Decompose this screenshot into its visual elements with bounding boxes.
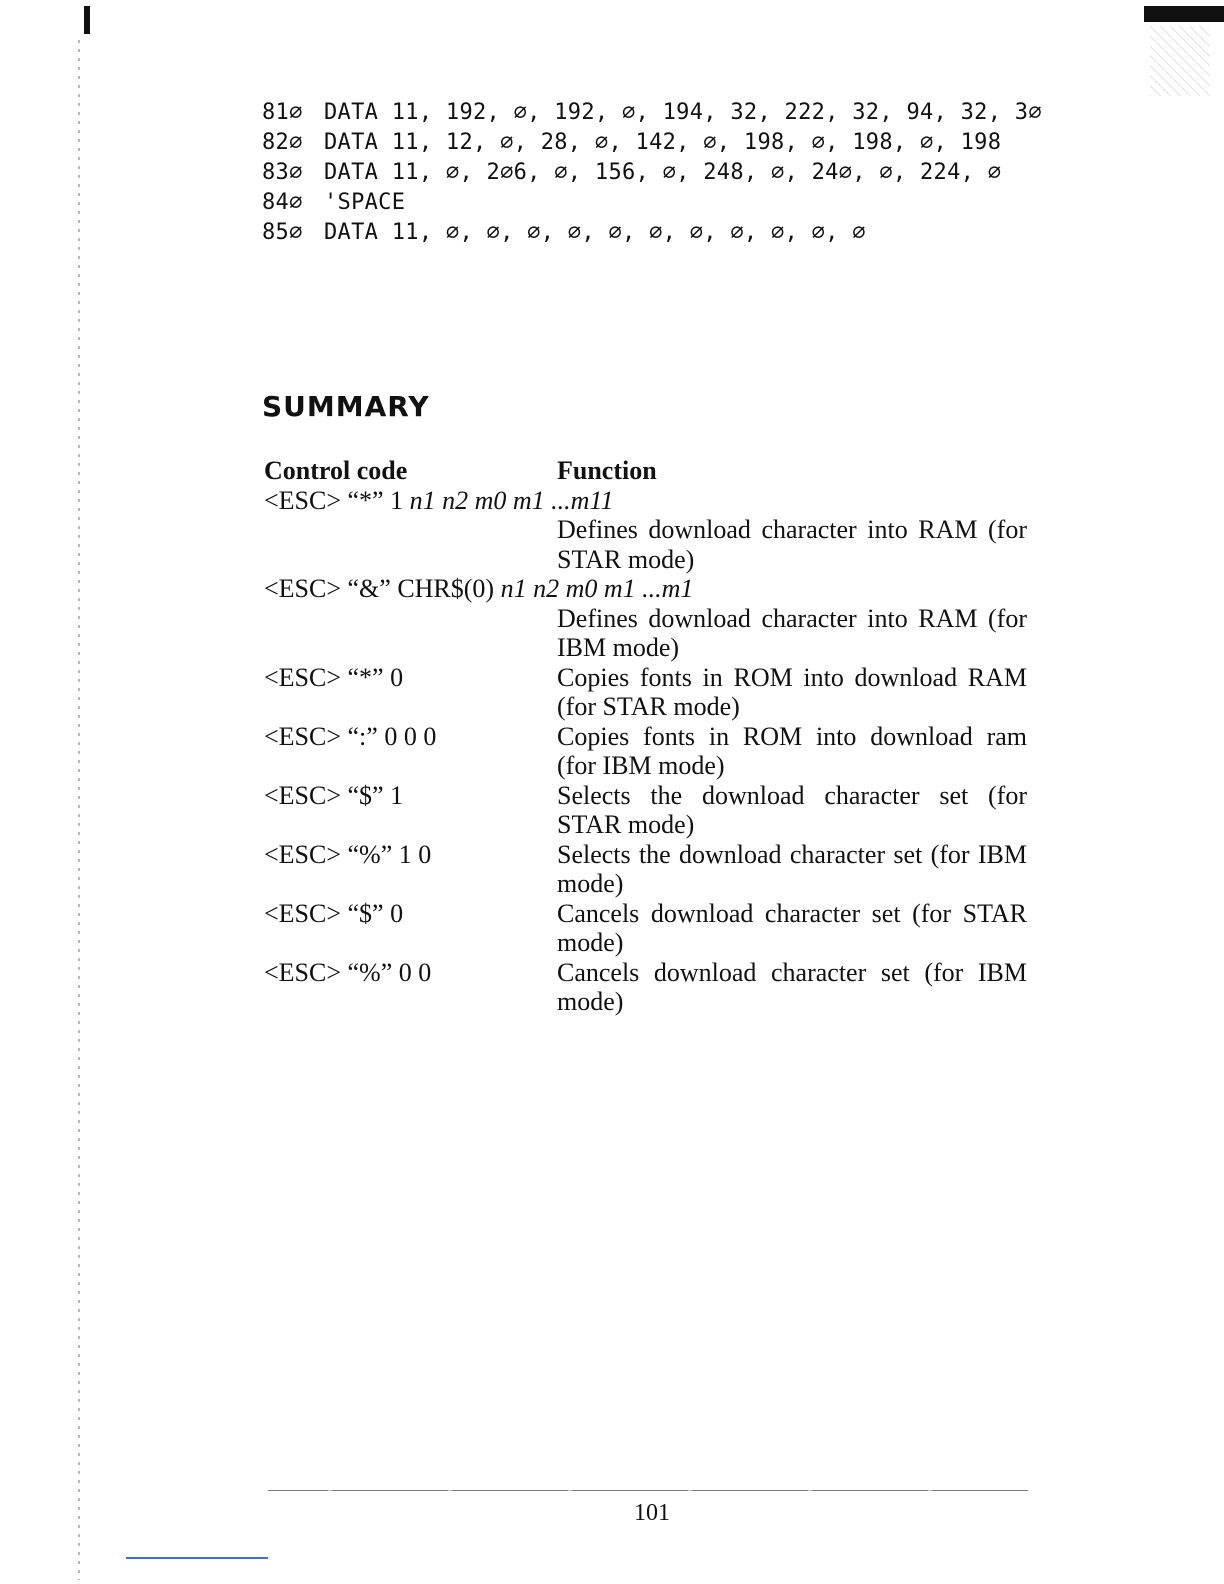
control-code: <ESC> “%” 0 0	[264, 957, 432, 987]
control-code: <ESC> “$” 0	[264, 898, 404, 928]
control-code-params: n1 n2 m0 m1 ...m11	[409, 485, 614, 515]
control-code: <ESC> “*” 1	[264, 485, 404, 515]
function-description: Copies fonts in ROM into download ram (for IBM mode)	[557, 721, 1027, 780]
control-code: <ESC> “:” 0 0 0	[264, 721, 437, 751]
function-description: Selects the download character set (for STAR mode)	[557, 780, 1027, 839]
summary-row	[264, 958, 1028, 1017]
summary-row	[264, 663, 1028, 722]
scan-artifact-blue-line	[126, 1557, 268, 1559]
code-line-text: DATA 11, 192, ∅, 192, ∅, 194, 32, 222, 32, 94, 32, 3∅	[324, 100, 1042, 125]
summary-heading: SUMMARY	[262, 390, 430, 423]
code-line	[262, 98, 1062, 128]
summary-table-header	[264, 456, 1028, 486]
column-header-function: Function	[557, 456, 657, 485]
summary-row-function: Defines download character into RAM (for STAR mode)	[557, 515, 1027, 574]
function-description: Selects the download character set (for IBM mode)	[557, 839, 1027, 898]
code-line-number: 83∅	[262, 160, 303, 185]
code-line	[262, 188, 1062, 218]
scan-artifact-noise	[1150, 26, 1210, 96]
function-description: Copies fonts in ROM into download RAM (for STAR mode)	[557, 662, 1027, 721]
scan-artifact-left-edge	[78, 40, 80, 1580]
code-line	[262, 128, 1062, 158]
control-code-params: n1 n2 m0 m1 ...m1	[500, 574, 694, 603]
code-line-text: DATA 11, ∅, 2∅6, ∅, 156, ∅, 248, ∅, 24∅, ∅, 224, ∅	[324, 160, 1002, 185]
scan-artifact-top-right	[1144, 6, 1224, 22]
code-line-number: 82∅	[262, 130, 303, 155]
code-line-number: 84∅	[262, 190, 303, 215]
control-code: <ESC> “%” 1 0	[264, 839, 432, 869]
control-code: <ESC> “$” 1	[264, 780, 404, 810]
function-description: Cancels download character set (for STAR mode)	[557, 898, 1027, 957]
summary-row	[264, 840, 1028, 899]
column-header-control-code: Control code	[264, 456, 408, 485]
code-line-number: 81∅	[262, 100, 303, 125]
summary-row-code	[264, 486, 1028, 516]
code-line-text: DATA 11, ∅, ∅, ∅, ∅, ∅, ∅, ∅, ∅, ∅, ∅, ∅	[324, 220, 866, 245]
summary-row	[264, 899, 1028, 958]
code-line	[262, 158, 1062, 188]
footer-rule	[268, 1490, 1028, 1491]
code-line-text: DATA 11, 12, ∅, 28, ∅, 142, ∅, 198, ∅, 198, ∅, 198	[324, 130, 1002, 155]
function-description: Cancels download character set (for IBM mode)	[557, 957, 1027, 1016]
summary-row	[264, 722, 1028, 781]
scan-artifact-top-left	[84, 6, 90, 34]
summary-row-function: Defines download character into RAM (for IBM mode)	[557, 603, 1027, 662]
basic-code-listing	[262, 98, 1062, 248]
code-line-text: 'SPACE	[324, 190, 406, 215]
summary-row-code	[264, 574, 1028, 604]
summary-row	[264, 781, 1028, 840]
code-line-number: 85∅	[262, 220, 303, 245]
control-code: <ESC> “&” CHR$(0)	[264, 574, 495, 603]
page-number: 101	[634, 1500, 670, 1526]
code-line	[262, 218, 1062, 248]
control-code: <ESC> “*” 0	[264, 662, 404, 692]
summary-table	[264, 456, 1028, 1017]
